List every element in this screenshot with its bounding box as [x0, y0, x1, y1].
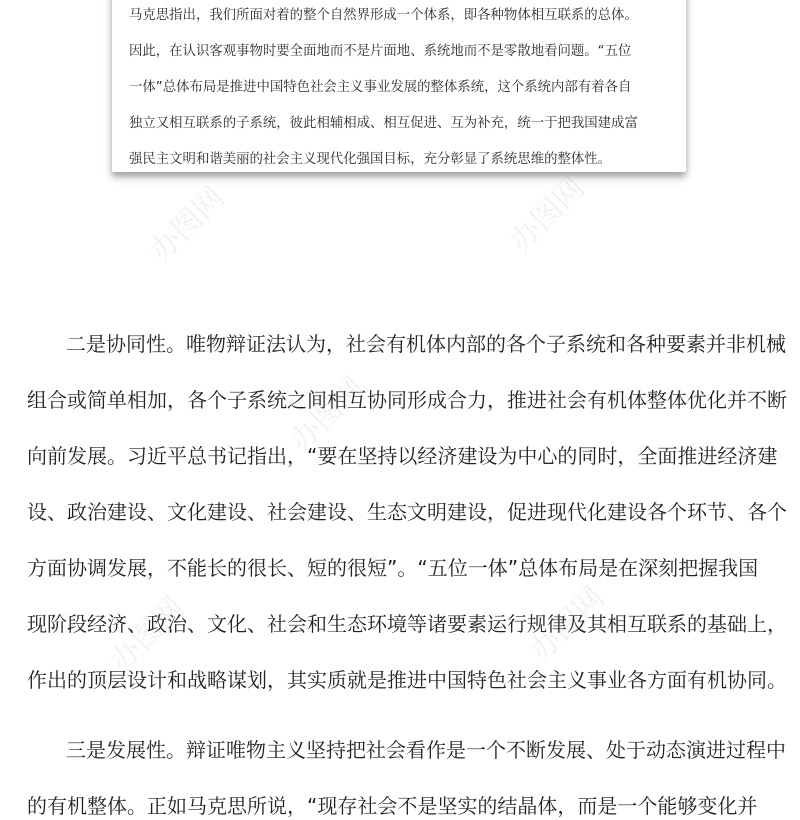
watermark-text: 办图网: [503, 170, 592, 259]
paragraph-line: 的有机整体。正如马克思所说，“现存社会不是坚实的结晶体，而是一个能够变化并: [27, 794, 758, 818]
watermark-text: 办图网: [103, 590, 192, 679]
watermark-text: 办图网: [143, 180, 232, 269]
paragraph-line: 方面协调发展，不能长的很长、短的很短”。“五位一体”总体布局是在深刻把握我国: [27, 556, 759, 580]
watermark-text: 办图网: [283, 370, 372, 459]
quote-line: 马克思指出，我们所面对着的整个自然界形成一个体系，即各种物体相互联系的总体。: [129, 8, 638, 23]
paragraph-line: 向前发展。习近平总书记指出，“要在坚持以经济建设为中心的同时，全面推进经济建: [27, 444, 778, 468]
paragraph-line: 现阶段经济、政治、文化、社会和生态环境等诸要素运行规律及其相互联系的基础上，: [27, 612, 787, 636]
watermark-text: 办图网: [523, 580, 612, 669]
quote-card: [112, 0, 686, 172]
quote-line: 一体”总体布局是推进中国特色社会主义事业发展的整体系统，这个系统内部有着各自: [129, 80, 632, 95]
quote-line: 因此，在认识客观事物时要全面地而不是片面地、系统地而不是零散地看问题。“五位: [129, 44, 632, 59]
paragraph-line: 组合或简单相加，各个子系统之间相互协同形成合力，推进社会有机体整体优化并不断: [27, 388, 787, 412]
paragraph-line: 设、政治建设、文化建设、社会建设、生态文明建设，促进现代化建设各个环节、各个: [27, 500, 787, 524]
paragraph-line: 作出的顶层设计和战略谋划，其实质就是推进中国特色社会主义事业各方面有机协同。: [27, 668, 787, 692]
quote-line: 独立又相互联系的子系统，彼此相辅相成、相互促进、互为补充，统一于把我国建成富: [129, 116, 638, 131]
quote-line: 强民主文明和谐美丽的社会主义现代化强国目标，充分彰显了系统思维的整体性。: [129, 152, 612, 167]
paragraph-line: 三是发展性。辩证唯物主义坚持把社会看作是一个不断发展、处于动态演进过程中: [66, 738, 786, 762]
paragraph-line: 二是协同性。唯物辩证法认为，社会有机体内部的各个子系统和各种要素并非机械: [66, 332, 786, 356]
